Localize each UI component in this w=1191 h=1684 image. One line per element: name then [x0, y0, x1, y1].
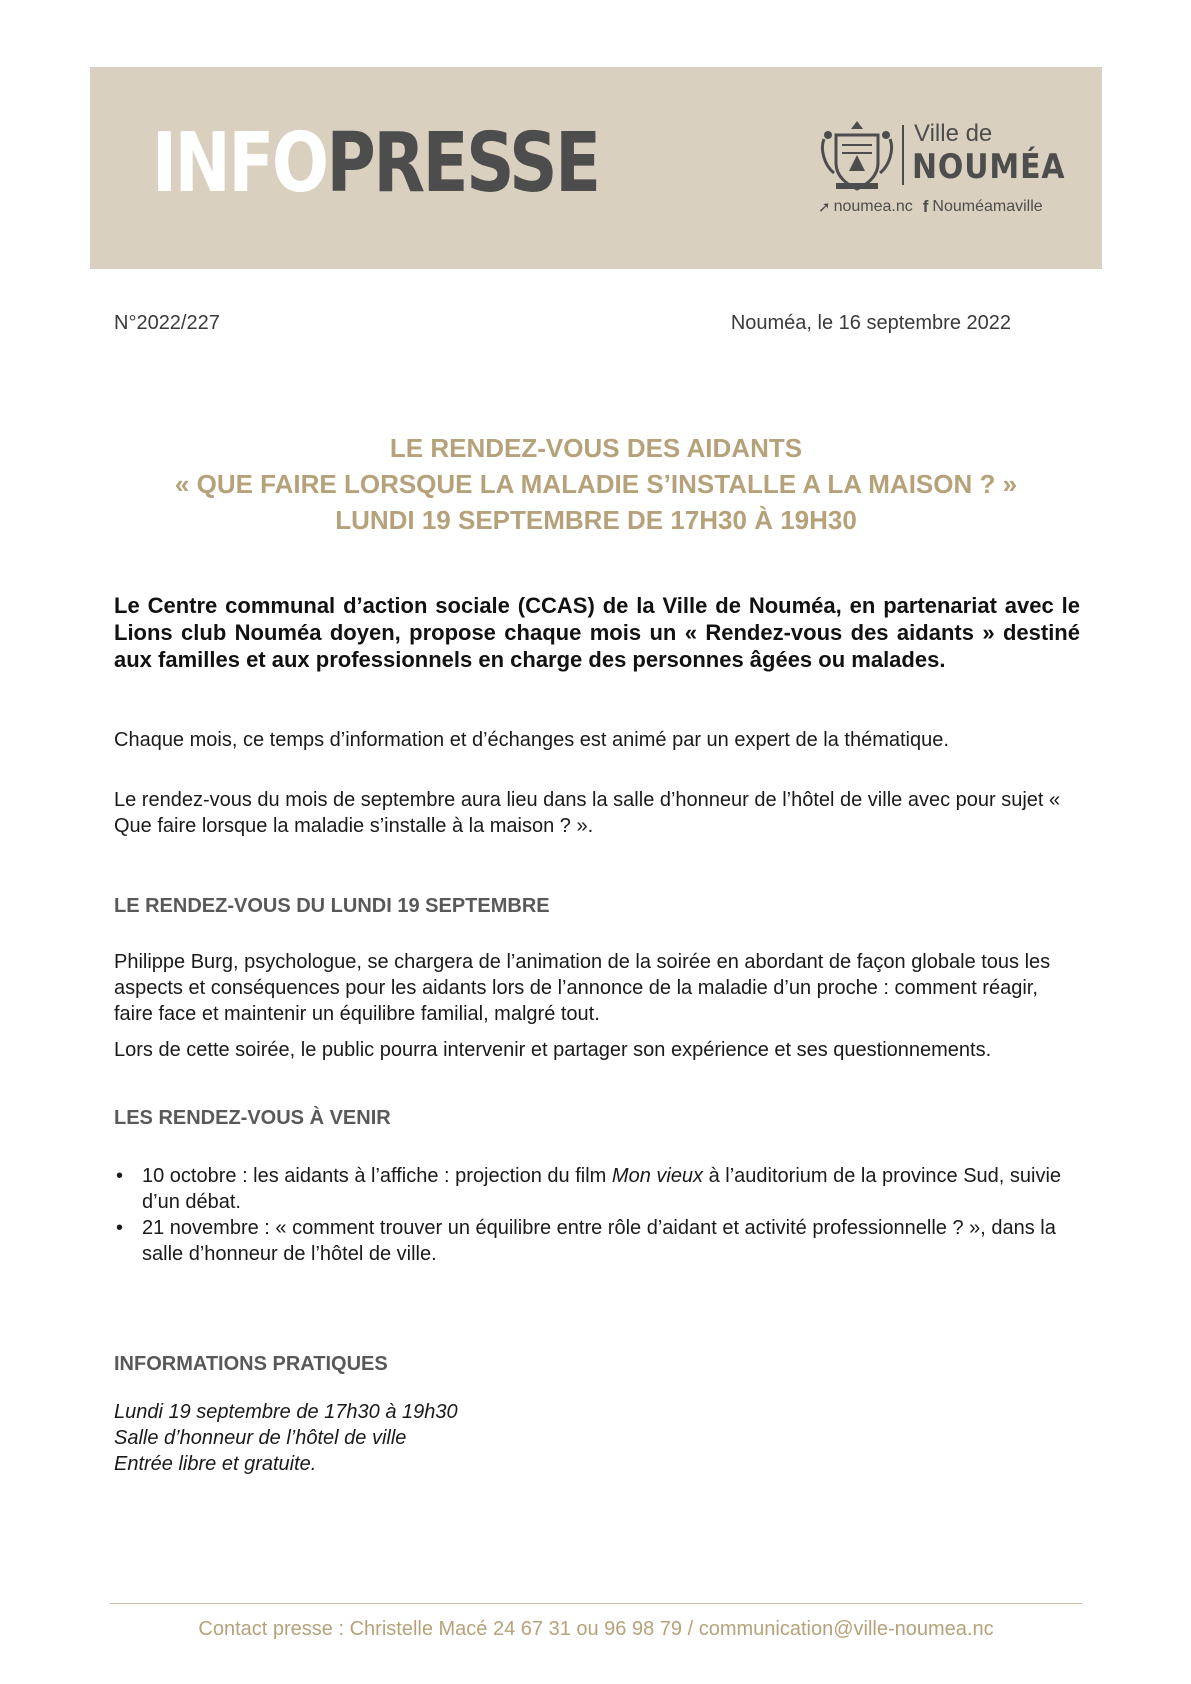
practical-info — [114, 1399, 1080, 1477]
brand-wordmark — [152, 116, 599, 211]
facebook-icon: f — [922, 197, 929, 216]
bullet: • — [116, 1165, 124, 1187]
press-number: N°2022/227 — [114, 312, 220, 334]
press-body — [114, 592, 1080, 1477]
social-fb[interactable]: Nouméamaville — [932, 198, 1043, 215]
arrow-icon: ➚ — [818, 199, 831, 216]
header-banner — [90, 67, 1102, 269]
logo-city-top: Ville de — [914, 120, 993, 147]
practical-line-entry: Entrée libre et gratuite. — [114, 1453, 317, 1475]
practical-line-date: Lundi 19 septembre de 17h30 à 19h30 — [114, 1401, 458, 1423]
paragraph-4: Lors de cette soirée, le public pourra intervenir et partager son expérience et ses questionnements. — [114, 1039, 992, 1061]
footer-contact: Contact presse : Christelle Macé 24 67 31 ou 96 98 79 / communication@ville-noumea.nc — [198, 1618, 994, 1640]
logo-divider — [902, 125, 904, 185]
section-heading-upcoming: LES RENDEZ-VOUS À VENIR — [114, 1107, 391, 1129]
list-item-text: 21 novembre : « comment trouver un équilibre entre rôle d’aidant et activité professionnelle ? », dans la salle d’honneur de l’hôtel de ville. — [142, 1217, 1056, 1265]
crest-icon — [818, 119, 896, 193]
section-heading-practical: INFORMATIONS PRATIQUES — [114, 1353, 388, 1375]
headline-line-3: LUNDI 19 SEPTEMBRE DE 17H30 À 19H30 — [335, 505, 857, 535]
footer-divider — [110, 1603, 1082, 1604]
social-site[interactable]: noumea.nc — [833, 198, 913, 215]
city-logo — [818, 119, 1078, 219]
headline-line-2: « QUE FAIRE LORSQUE LA MALADIE S’INSTALLE A LA MAISON ? » — [174, 469, 1018, 499]
headline — [90, 430, 1102, 538]
list-item — [114, 1215, 1080, 1267]
bullet: • — [116, 1217, 124, 1239]
practical-line-venue: Salle d’honneur de l’hôtel de ville — [114, 1427, 407, 1449]
paragraph-2: Le rendez-vous du mois de septembre aura lieu dans la salle d’honneur de l’hôtel de ville avec pour sujet « Que faire lorsque la maladie s’installe à la maison ? ». — [114, 789, 1061, 837]
paragraph-3: Philippe Burg, psychologue, se chargera de l’animation de la soirée en abordant de façon globale tous les aspects et conséquences pour les aidants lors de l’annonce de la maladie d’un proche : comment réagir, faire face et maintenir un équilibre familial, malgré tout. — [114, 951, 1051, 1025]
press-date: Nouméa, le 16 septembre 2022 — [730, 312, 1011, 334]
film-title: Mon vieux — [611, 1165, 704, 1187]
headline-line-1: LE RENDEZ-VOUS DES AIDANTS — [389, 433, 803, 463]
lead-paragraph: Le Centre communal d’action sociale (CCAS) de la Ville de Nouméa, en partenariat avec le Lions club Nouméa doyen, propose chaque mois un « Rendez-vous des aidants » destiné aux familles et aux professionnels en charge des personnes âgées ou malades. — [114, 593, 1080, 672]
brand-presse: PRESSE — [326, 116, 599, 211]
list-item-text: 10 octobre : les aidants à l’affiche : projection du film — [142, 1165, 612, 1187]
paragraph-1: Chaque mois, ce temps d’information et d’échanges est animé par un expert de la thématique. — [114, 729, 949, 751]
logo-city-main: NOUMÉA — [912, 147, 1066, 187]
brand-info: INFO — [152, 116, 327, 211]
list-item — [114, 1163, 1080, 1215]
social-links — [818, 197, 1043, 217]
list-item-text-end: à l’auditorium de la province Sud, suivie d’un débat. — [142, 1165, 1062, 1213]
section-heading-meeting: LE RENDEZ-VOUS DU LUNDI 19 SEPTEMBRE — [114, 895, 550, 917]
upcoming-list — [114, 1163, 1080, 1267]
